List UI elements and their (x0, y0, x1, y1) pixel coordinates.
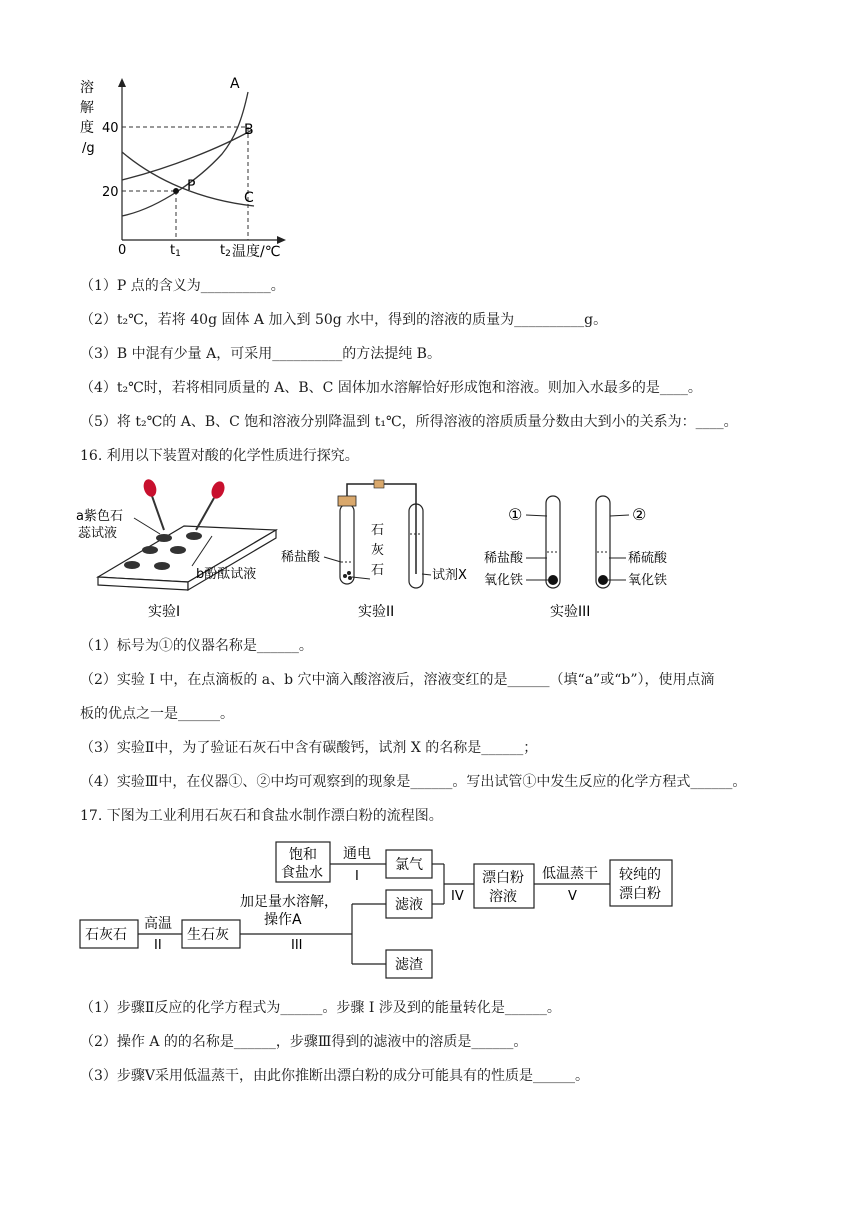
box-product-line2: 漂白粉 (619, 886, 661, 902)
limestone-particles (347, 571, 351, 575)
step4-label: IV (451, 889, 464, 904)
q17-flowchart (76, 836, 686, 986)
x-tick-t2: t2 (220, 243, 231, 259)
well (154, 562, 170, 570)
dropper-a-bulb (142, 478, 159, 499)
box-filtrate-label: 滤液 (395, 897, 423, 913)
exp2-reagent-label: 试剂X (432, 568, 467, 583)
well (186, 532, 202, 540)
tube-1 (546, 496, 560, 588)
box-bleach-solution-line2: 溶液 (489, 889, 517, 905)
x-tick-0: 0 (118, 243, 127, 258)
limestone-particles (343, 574, 347, 578)
y-tick-20: 20 (102, 185, 119, 200)
tube-2-solid (598, 575, 608, 585)
q16-item-4: （4）实验Ⅲ中，在仪器①、②中均可观察到的现象是______。写出试管①中发生反应的化学方程式______。 (80, 774, 747, 790)
y-axis-label-4: /g (82, 141, 95, 156)
x-axis-label: 温度/℃ (232, 244, 281, 260)
exp3-acid1: 稀盐酸 (484, 551, 524, 566)
q16-title: 16. 利用以下装置对酸的化学性质进行探究。 (80, 448, 359, 464)
q16-item-1: （1）标号为①的仪器名称是______。 (80, 638, 313, 654)
point-P (173, 188, 179, 194)
electrolysis-label: 通电 (343, 846, 371, 862)
tube-2 (596, 496, 610, 588)
rubber-connector (374, 480, 384, 488)
x-axis-arrow (277, 236, 286, 244)
q15-item-5: （5）将 t₂℃的 A、B、C 饱和溶液分别降温到 t₁℃，所得溶液的溶质质量分数由大到小的关系为：____。 (80, 414, 738, 430)
pointer-mark2 (610, 515, 629, 516)
q16-item-3: （3）实验Ⅱ中，为了验证石灰石中含有碳酸钙，试剂 X 的名称是______； (80, 740, 538, 756)
well (124, 561, 140, 569)
tube-1-mark: ① (508, 505, 523, 524)
well (156, 534, 172, 542)
y-tick-40: 40 (102, 121, 119, 136)
q17-item-3: （3）步骤Ⅴ采用低温蒸干，由此你推断出漂白粉的成分可能具有的性质是______。 (80, 1068, 590, 1084)
point-P-label: P (187, 178, 196, 194)
exp1-caption: 实验I (148, 604, 181, 620)
dropper-b-tube (196, 498, 214, 530)
curve-C-label: C (244, 190, 254, 206)
q17-item-2: （2）操作 A 的的名称是______，步骤Ⅲ得到的滤液中的溶质是______。 (80, 1034, 528, 1050)
box-quicklime-label: 生石灰 (187, 927, 229, 943)
curve-A-label: A (230, 76, 240, 92)
label-b: b酚酞试液 (196, 567, 257, 582)
exp3-caption: 实验III (550, 604, 591, 620)
high-temp-label: 高温 (144, 916, 172, 932)
dissolve-label: 加足量水溶解， (240, 894, 338, 910)
tube-1-solid (548, 575, 558, 585)
step1-label: I (355, 869, 359, 884)
box-brine-line2: 食盐水 (281, 865, 323, 881)
box-residue-label: 滤渣 (395, 957, 423, 973)
q17-title: 17. 下图为工业利用石灰石和食盐水制作漂白粉的流程图。 (80, 808, 443, 824)
pointer-mark1 (526, 515, 547, 516)
exp3-solid1: 氧化铁 (484, 573, 524, 588)
step2-label: II (154, 938, 162, 953)
q15-item-2: （2）t₂℃，若将 40g 固体 A 加入到 50g 水中，得到的溶液的质量为__________g。 (80, 312, 608, 328)
exp3-solid2: 氧化铁 (628, 573, 668, 588)
y-axis-arrow (118, 78, 126, 87)
y-axis-label-3: 度 (80, 120, 94, 136)
well (142, 546, 158, 554)
box-limestone-label: 石灰石 (85, 927, 127, 943)
q16-apparatus-figure (76, 474, 676, 624)
dropper-b-bulb (209, 479, 227, 500)
well (170, 546, 186, 554)
dropper-a-tube (152, 496, 164, 530)
box-bleach-solution-line1: 漂白粉 (482, 870, 524, 886)
solid-char-1: 石 (371, 523, 385, 538)
q15-item-4: （4）t₂℃时，若将相同质量的 A、B、C 固体加水溶解恰好形成饱和溶液。则加入水最多的是____。 (80, 380, 702, 396)
limestone-particles (348, 576, 352, 580)
curve-A (122, 92, 248, 216)
step5-label: V (568, 889, 577, 904)
test-tube-left (340, 504, 354, 584)
y-axis-label-2: 解 (80, 100, 94, 116)
pointer-a (134, 518, 160, 534)
q15-item-1: （1）P 点的含义为__________。 (80, 278, 285, 294)
exp3-acid2: 稀硫酸 (628, 551, 668, 566)
q16-item-2-cont: 板的优点之一是______。 (80, 706, 234, 722)
solubility-graph (70, 70, 300, 265)
label-a-line1: a紫色石 (76, 509, 123, 524)
low-temp-label: 低温蒸干 (542, 866, 598, 882)
box-chlorine-label: 氯气 (395, 857, 423, 873)
q17-item-1: （1）步骤Ⅱ反应的化学方程式为______。步骤 I 涉及到的能量转化是______。 (80, 1000, 561, 1016)
tube-2-mark: ② (632, 505, 647, 524)
label-a-line2: 蕊试液 (78, 526, 118, 541)
pointer-limestone (352, 577, 370, 579)
exp2-caption: 实验II (358, 604, 395, 620)
box-product-line1: 较纯的 (619, 867, 661, 883)
q15-item-3: （3）B 中混有少量 A，可采用__________的方法提纯 B。 (80, 346, 441, 362)
q16-item-2: （2）实验 I 中，在点滴板的 a、b 穴中滴入酸溶液后，溶液变红的是______（填“a”或“b”），使用点滴 (80, 672, 715, 688)
x-tick-t1: t1 (170, 243, 181, 259)
pointer-acid (324, 557, 341, 562)
box-brine-line1: 饱和 (289, 847, 317, 863)
operation-label: 操作A (264, 912, 302, 928)
y-axis-label-1: 溶 (80, 80, 94, 96)
solid-char-2: 灰 (371, 543, 385, 558)
stopper (338, 496, 356, 506)
step3-label: III (291, 938, 303, 953)
curve-B-label: B (244, 122, 254, 138)
exp2-acid-label: 稀盐酸 (281, 550, 321, 565)
solid-char-3: 石 (371, 563, 385, 578)
